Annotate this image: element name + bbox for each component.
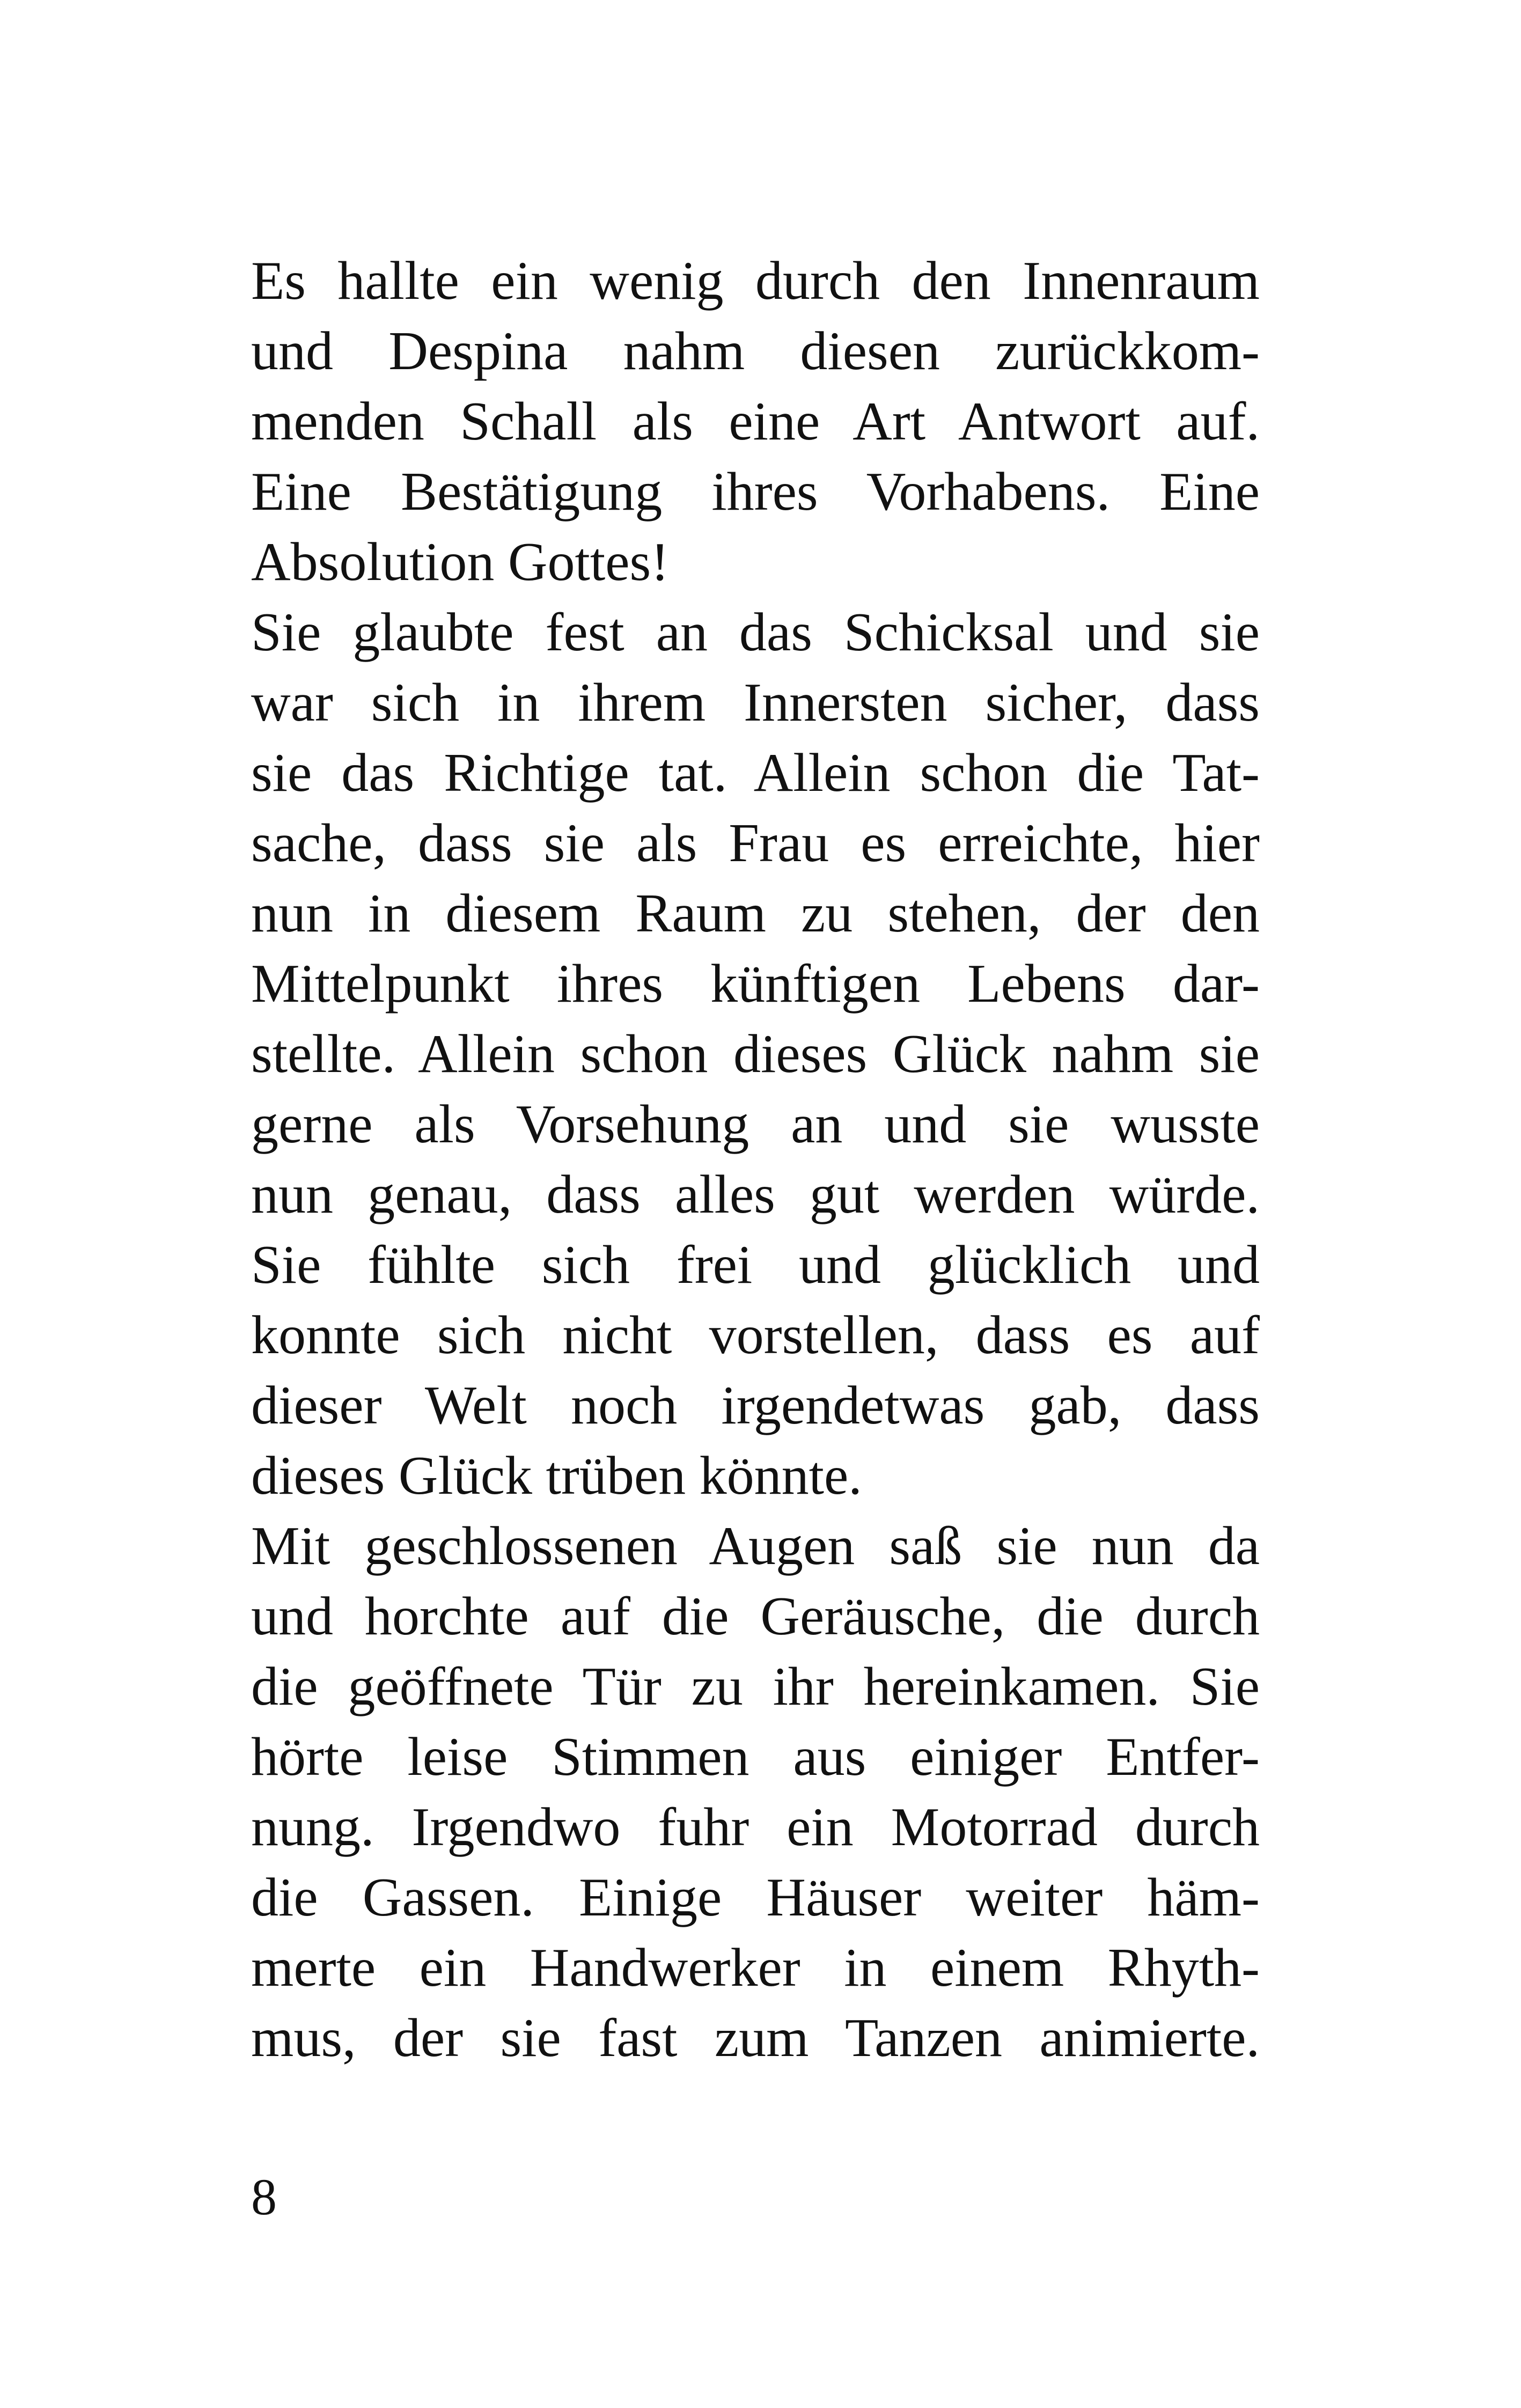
text-line: gerne als Vorsehung an und sie wusste [251, 1094, 1260, 1155]
text-line: Mittelpunkt ihres künftigen Lebens dar- [251, 953, 1260, 1014]
text-line: nun genau, dass alles gut werden würde. [251, 1164, 1260, 1225]
text-line: merte ein Handwerker in einem Rhyth- [251, 1937, 1260, 1998]
text-line: Mit geschlossenen Augen saß sie nun da [251, 1516, 1260, 1576]
text-line: dieser Welt noch irgendetwas gab, dass [251, 1375, 1260, 1436]
text-line: stellte. Allein schon dieses Glück nahm sie [251, 1024, 1260, 1084]
text-line: die geöffnete Tür zu ihr hereinkamen. Sie [251, 1656, 1260, 1717]
text-line: Absolution Gottes! [251, 532, 670, 592]
text-line: sache, dass sie als Frau es erreichte, hier [251, 813, 1260, 873]
text-line: Sie glaubte fest an das Schicksal und sie [251, 602, 1260, 663]
text-line: war sich in ihrem Innersten sicher, dass [251, 672, 1260, 733]
text-line: hörte leise Stimmen aus einiger Entfer- [251, 1727, 1260, 1787]
text-line: nun in diesem Raum zu stehen, der den [251, 883, 1260, 944]
body-text [251, 246, 1260, 2073]
text-line: konnte sich nicht vorstellen, dass es auf [251, 1305, 1260, 1365]
text-line: dieses Glück trüben könnte. [251, 1445, 862, 1506]
text-line: Eine Bestätigung ihres Vorhabens. Eine [251, 461, 1260, 522]
text-line: nung. Irgendwo fuhr ein Motorrad durch [251, 1797, 1260, 1858]
text-line: und Despina nahm diesen zurückkom- [251, 321, 1260, 381]
text-line: und horchte auf die Geräusche, die durch [251, 1586, 1260, 1647]
text-line: Es hallte ein wenig durch den Innenraum [251, 251, 1260, 311]
text-line: menden Schall als eine Art Antwort auf. [251, 391, 1260, 452]
page-number: 8 [251, 2168, 277, 2226]
text-line: mus, der sie fast zum Tanzen animierte. [251, 2008, 1260, 2068]
text-line: sie das Richtige tat. Allein schon die Tat- [251, 743, 1260, 803]
text-line: die Gassen. Einige Häuser weiter häm- [251, 1867, 1260, 1928]
text-line: Sie fühlte sich frei und glücklich und [251, 1235, 1260, 1295]
